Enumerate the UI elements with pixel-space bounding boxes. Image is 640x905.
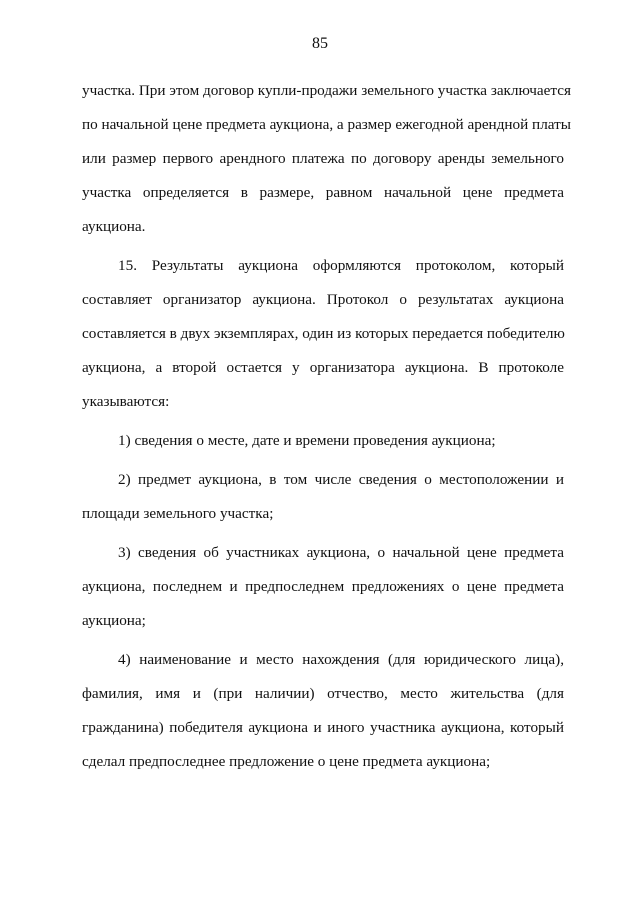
text-line: 15. Результаты аукциона оформляются протоколом, который <box>118 257 564 274</box>
text-line: 2) предмет аукциона, в том числе сведения о местоположении и <box>118 471 564 488</box>
text-line: площади земельного участка; <box>82 505 274 522</box>
paragraph <box>82 536 564 638</box>
text-line: или размер первого арендного платежа по договору аренды земельного <box>82 150 564 167</box>
text-line: участка. При этом договор купли-продажи земельного участка заключается <box>82 82 571 99</box>
text-line: фамилия, имя и (при наличии) отчество, место жительства (для <box>82 685 564 702</box>
paragraph <box>82 74 571 244</box>
text-line: аукциона, а второй остается у организатора аукциона. В протоколе <box>82 359 564 376</box>
text-line: гражданина) победителя аукциона и иного участника аукциона, который <box>82 719 564 736</box>
paragraph <box>82 249 564 419</box>
paragraph <box>82 463 564 531</box>
text-line: указываются: <box>82 393 170 410</box>
page-number: 85 <box>312 35 328 52</box>
paragraph <box>82 643 564 779</box>
text-line: аукциона; <box>82 612 146 629</box>
paragraph-list <box>82 74 571 779</box>
text-line: составляет организатор аукциона. Протокол о результатах аукциона <box>82 291 564 308</box>
text-line: составляется в двух экземплярах, один из которых передается победителю <box>82 325 565 342</box>
text-line: 1) сведения о месте, дате и времени проведения аукциона; <box>118 432 496 449</box>
text-line: 3) сведения об участниках аукциона, о начальной цене предмета <box>118 544 564 561</box>
text-line: аукциона. <box>82 218 146 235</box>
text-line: 4) наименование и место нахождения (для юридического лица), <box>118 651 564 668</box>
text-line: сделал предпоследнее предложение о цене предмета аукциона; <box>82 753 491 770</box>
paragraph <box>82 424 564 458</box>
text-line: участка определяется в размере, равном начальной цене предмета <box>82 184 564 201</box>
text-line: аукциона, последнем и предпоследнем предложениях о цене предмета <box>82 578 564 595</box>
document-body <box>82 74 571 779</box>
text-line: по начальной цене предмета аукциона, а размер ежегодной арендной платы <box>82 116 571 133</box>
